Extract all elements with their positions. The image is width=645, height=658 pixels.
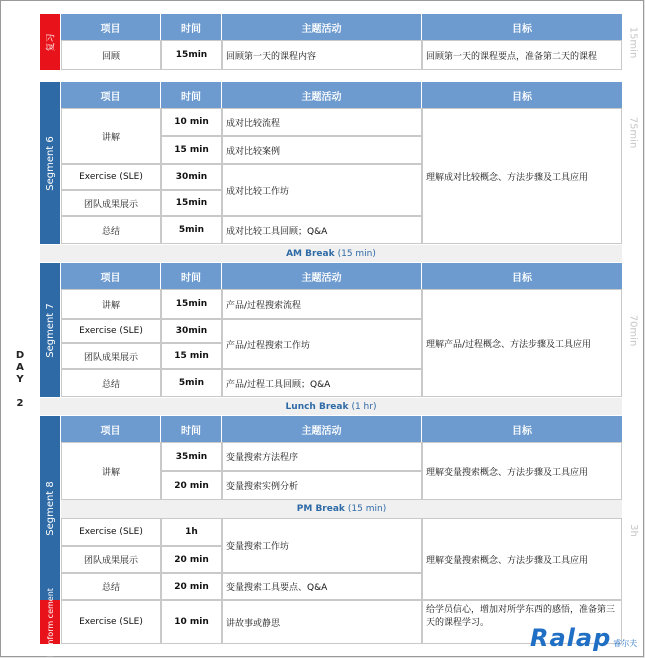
seg6-activity: 成对比较流程 bbox=[222, 108, 422, 136]
seg6-time: 15min bbox=[161, 190, 222, 216]
seg7-activity-workshop: 产品/过程搜索工作坊 bbox=[222, 319, 422, 369]
seg8-item-exercise: Exercise (SLE) bbox=[61, 518, 161, 546]
seg7-time: 5min bbox=[161, 369, 222, 397]
seg6-time: 30min bbox=[161, 164, 222, 190]
day-letter: D bbox=[15, 350, 25, 361]
header-item: 项目 bbox=[61, 82, 161, 108]
day-letter bbox=[12, 386, 28, 398]
seg8-item-summary: 总结 bbox=[61, 573, 161, 600]
header-activity: 主题活动 bbox=[222, 14, 422, 40]
header-item: 项目 bbox=[61, 416, 161, 442]
seg7-duration: 70min bbox=[627, 314, 639, 346]
seg8-time: 1h bbox=[161, 518, 222, 546]
seg8-item-team: 团队成果展示 bbox=[61, 546, 161, 573]
header-item: 项目 bbox=[61, 263, 161, 289]
seg8-activity: 变量搜索方法程序 bbox=[222, 442, 422, 471]
day-letter: 2 bbox=[16, 398, 24, 409]
day-label bbox=[12, 350, 28, 410]
header-goal: 目标 bbox=[422, 14, 622, 40]
header-activity: 主题活动 bbox=[222, 263, 422, 289]
logo-subtext: 睿尔夫 bbox=[613, 639, 638, 648]
review-label: 复习 bbox=[40, 14, 60, 70]
seg8-time: 20 min bbox=[161, 573, 222, 600]
day-letter: Y bbox=[16, 374, 24, 385]
seg7-item-exercise: Exercise (SLE) bbox=[61, 319, 161, 343]
seg8-duration: 3h bbox=[627, 523, 639, 537]
logo-text: Ralap bbox=[530, 624, 612, 652]
seg6-item-exercise: Exercise (SLE) bbox=[61, 164, 161, 190]
review-item: 回顾 bbox=[61, 40, 161, 70]
seg7-activity: 产品/过程工具回顾；Q&A bbox=[222, 369, 422, 397]
header-time: 时间 bbox=[161, 14, 222, 40]
lunch-break: Lunch Break (1 hr) bbox=[40, 398, 622, 415]
seg8-activity: 变量搜索实例分析 bbox=[222, 471, 422, 500]
seg6-time: 5min bbox=[161, 216, 222, 244]
seg6-item-lecture: 讲解 bbox=[61, 108, 161, 164]
seg6-activity: 成对比较案例 bbox=[222, 136, 422, 164]
seg8-time: 20 min bbox=[161, 546, 222, 573]
seg6-time: 15 min bbox=[161, 136, 222, 164]
day-letter: A bbox=[16, 362, 24, 373]
seg6-goal: 理解成对比较概念、方法步骤及工具应用 bbox=[422, 108, 622, 244]
seg8-item-lecture: 讲解 bbox=[61, 442, 161, 500]
seg8-activity-workshop: 变量搜索工作坊 bbox=[222, 518, 422, 573]
reinforcement-label: Reinform cement bbox=[40, 600, 60, 644]
seg8-time: 20 min bbox=[161, 471, 222, 500]
seg8-goal-a: 理解变量搜索概念、方法步骤及工具应用 bbox=[422, 442, 622, 500]
review-duration: 15min bbox=[627, 26, 639, 58]
header-activity: 主题活动 bbox=[222, 82, 422, 108]
header-goal: 目标 bbox=[422, 263, 622, 289]
header-time: 时间 bbox=[161, 416, 222, 442]
seg6-item-team: 团队成果展示 bbox=[61, 190, 161, 216]
header-item: 项目 bbox=[61, 14, 161, 40]
review-time: 15min bbox=[161, 40, 222, 70]
seg6-activity-workshop: 成对比较工作坊 bbox=[222, 164, 422, 216]
pm-break: PM Break (15 min) bbox=[61, 500, 622, 518]
segment-7-label: Segment 7 bbox=[40, 263, 60, 397]
am-break: AM Break (15 min) bbox=[40, 245, 622, 262]
seg7-item-summary: 总结 bbox=[61, 369, 161, 397]
reinforcement-item: Exercise (SLE) bbox=[61, 600, 161, 644]
ralap-logo bbox=[530, 624, 640, 652]
header-goal: 目标 bbox=[422, 82, 622, 108]
seg7-time: 15min bbox=[161, 289, 222, 319]
header-goal: 目标 bbox=[422, 416, 622, 442]
seg8-goal-b: 理解变量搜索概念、方法步骤及工具应用 bbox=[422, 518, 622, 600]
segment-8-label: Segment 8 bbox=[40, 416, 60, 600]
reinforcement-goal: 给学员信心，增加对所学东西的感悟，准备第三天的课程学习。 bbox=[422, 600, 622, 644]
seg6-item-summary: 总结 bbox=[61, 216, 161, 244]
review-activity: 回顾第一天的课程内容 bbox=[222, 40, 422, 70]
review-goal: 回顾第一天的课程要点，准备第二天的课程 bbox=[422, 40, 622, 70]
header-time: 时间 bbox=[161, 82, 222, 108]
seg6-time: 10 min bbox=[161, 108, 222, 136]
seg7-goal: 理解产品/过程概念、方法步骤及工具应用 bbox=[422, 289, 622, 397]
reinforcement-time: 10 min bbox=[161, 600, 222, 644]
seg8-time: 35min bbox=[161, 442, 222, 471]
seg7-activity: 产品/过程搜索流程 bbox=[222, 289, 422, 319]
header-activity: 主题活动 bbox=[222, 416, 422, 442]
seg7-item-lecture: 讲解 bbox=[61, 289, 161, 319]
seg6-duration: 75min bbox=[627, 116, 639, 148]
seg7-time: 15 min bbox=[161, 343, 222, 369]
seg7-time: 30min bbox=[161, 319, 222, 343]
seg6-activity: 成对比较工具回顾；Q&A bbox=[222, 216, 422, 244]
seg7-item-team: 团队成果展示 bbox=[61, 343, 161, 369]
header-time: 时间 bbox=[161, 263, 222, 289]
reinforcement-activity: 讲故事或静思 bbox=[222, 600, 422, 644]
seg8-activity: 变量搜索工具要点、Q&A bbox=[222, 573, 422, 600]
segment-6-label: Segment 6 bbox=[40, 82, 60, 244]
